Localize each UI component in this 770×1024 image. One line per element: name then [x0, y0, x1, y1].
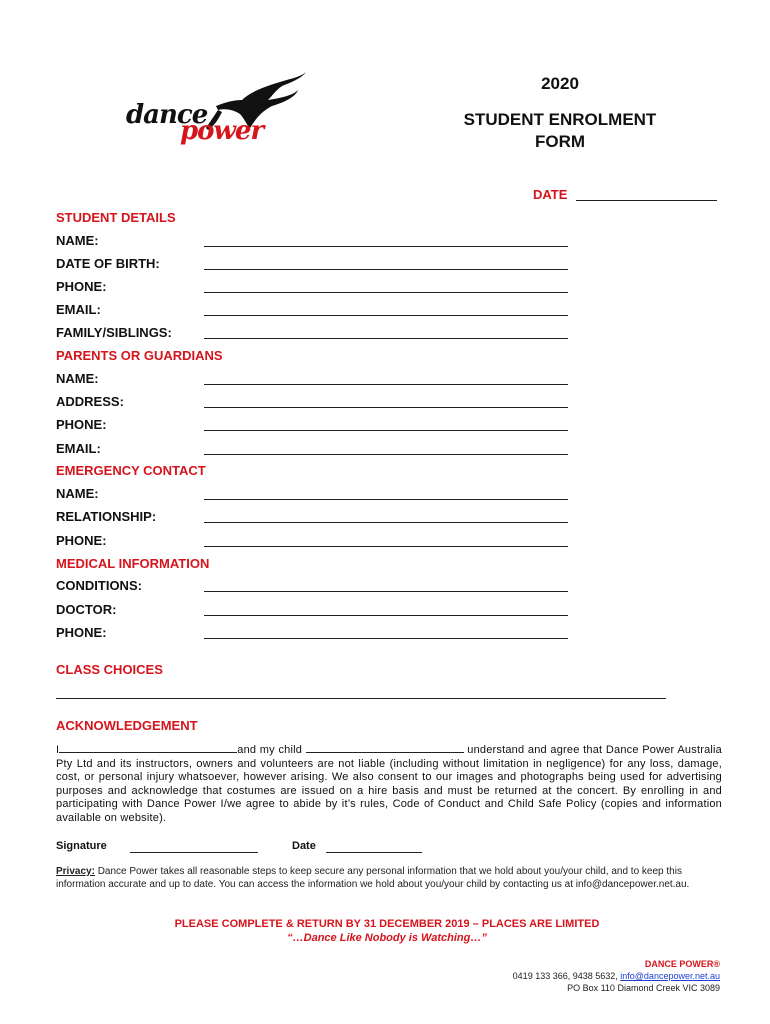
medical-field-label: CONDITIONS:: [56, 578, 142, 593]
contact-phones: 0419 133 366, 9438 5632,: [512, 971, 621, 981]
parents-field-input[interactable]: [204, 430, 568, 431]
parents-field-label: NAME:: [56, 371, 99, 386]
medical-field-input[interactable]: [204, 615, 568, 616]
contact-line: [513, 971, 720, 981]
contact-address: PO Box 110 Diamond Creek VIC 3089: [567, 983, 720, 993]
privacy-label: Privacy:: [56, 866, 95, 877]
student-field-input[interactable]: [204, 269, 568, 270]
emergency-field-label: RELATIONSHIP:: [56, 509, 157, 524]
student-heading: STUDENT DETAILS: [56, 210, 176, 225]
signature-date-label: Date: [292, 840, 316, 852]
emergency-heading: EMERGENCY CONTACT: [56, 463, 206, 478]
parent-name-field[interactable]: [59, 742, 237, 753]
class-choices-heading: CLASS CHOICES: [56, 662, 163, 677]
contact-email-link[interactable]: info@dancepower.net.au: [620, 971, 720, 981]
medical-field-input[interactable]: [204, 638, 568, 639]
parents-field-input[interactable]: [204, 384, 568, 385]
student-field-label: DATE OF BIRTH:: [56, 256, 160, 271]
parents-field-input[interactable]: [204, 407, 568, 408]
medical-field-label: DOCTOR:: [56, 602, 117, 617]
form-title-line1: STUDENT ENROLMENT: [463, 110, 657, 129]
child-name-field[interactable]: [306, 742, 464, 753]
ack-body: understand and agree that Dance Power Australia Pty Ltd and its instructors, owners and volunteers are not liable (including without limitation in negligence) for any loss, damage, cost, or personal injury whatsoever, however arising. We also consent to our images and photographs being used for advertising purposes and acknowledge that costumes are issued on a hire basis and must be returned at the concert. By enrolling in and participating with Dance Power I/we agree to abide by it’s rules, Code of Conduct and Child Safe Policy (copies and information available on website).: [56, 744, 722, 824]
form-title-line2: FORM: [534, 132, 586, 151]
logo-text-power: power: [180, 116, 264, 146]
class-choices-field[interactable]: [56, 698, 666, 699]
ack-and-my-child: and my child: [237, 744, 303, 756]
emergency-field-label: NAME:: [56, 486, 99, 501]
ack-prefix: I: [56, 744, 60, 756]
student-field-label: FAMILY/SIBLINGS:: [56, 325, 172, 340]
dance-power-logo: [122, 70, 312, 150]
tagline: “…Dance Like Nobody is Watching…”: [287, 932, 487, 944]
student-field-input[interactable]: [204, 338, 568, 339]
emergency-field-input[interactable]: [204, 546, 568, 547]
parents-field-input[interactable]: [204, 454, 568, 455]
medical-field-input[interactable]: [204, 591, 568, 592]
student-field-input[interactable]: [204, 315, 568, 316]
emergency-field-input[interactable]: [204, 522, 568, 523]
student-field-input[interactable]: [204, 292, 568, 293]
emergency-field-input[interactable]: [204, 499, 568, 500]
student-field-label: PHONE:: [56, 279, 107, 294]
logo-text-dance: dance: [126, 100, 208, 130]
parents-field-label: EMAIL:: [56, 441, 101, 456]
emergency-field-label: PHONE:: [56, 533, 107, 548]
parents-field-label: ADDRESS:: [56, 394, 124, 409]
privacy-notice: [56, 866, 718, 891]
medical-heading: MEDICAL INFORMATION: [56, 556, 210, 571]
privacy-text: Dance Power takes all reasonable steps to keep secure any personal information that we hold about you/your child, and to keep this information accurate and up to date. You can access the information we hold about you/your child by contacting us at info@dancepower.net.au.: [56, 866, 690, 890]
date-label: DATE: [533, 187, 568, 202]
parents-field-label: PHONE:: [56, 417, 107, 432]
medical-field-label: PHONE:: [56, 625, 107, 640]
acknowledgement-heading: ACKNOWLEDGEMENT: [56, 718, 198, 733]
signature-label: Signature: [56, 840, 107, 852]
signature-date-field[interactable]: [326, 852, 422, 853]
student-field-label: NAME:: [56, 233, 99, 248]
company-name: DANCE POWER®: [644, 959, 720, 969]
parents-heading: PARENTS OR GUARDIANS: [56, 348, 223, 363]
date-field[interactable]: [576, 200, 717, 201]
acknowledgement-text: [56, 742, 722, 826]
return-notice: PLEASE COMPLETE & RETURN BY 31 DECEMBER 2019 – PLACES ARE LIMITED: [174, 918, 600, 930]
form-year: 2020: [541, 74, 579, 93]
student-field-label: EMAIL:: [56, 302, 101, 317]
signature-field[interactable]: [130, 852, 258, 853]
student-field-input[interactable]: [204, 246, 568, 247]
